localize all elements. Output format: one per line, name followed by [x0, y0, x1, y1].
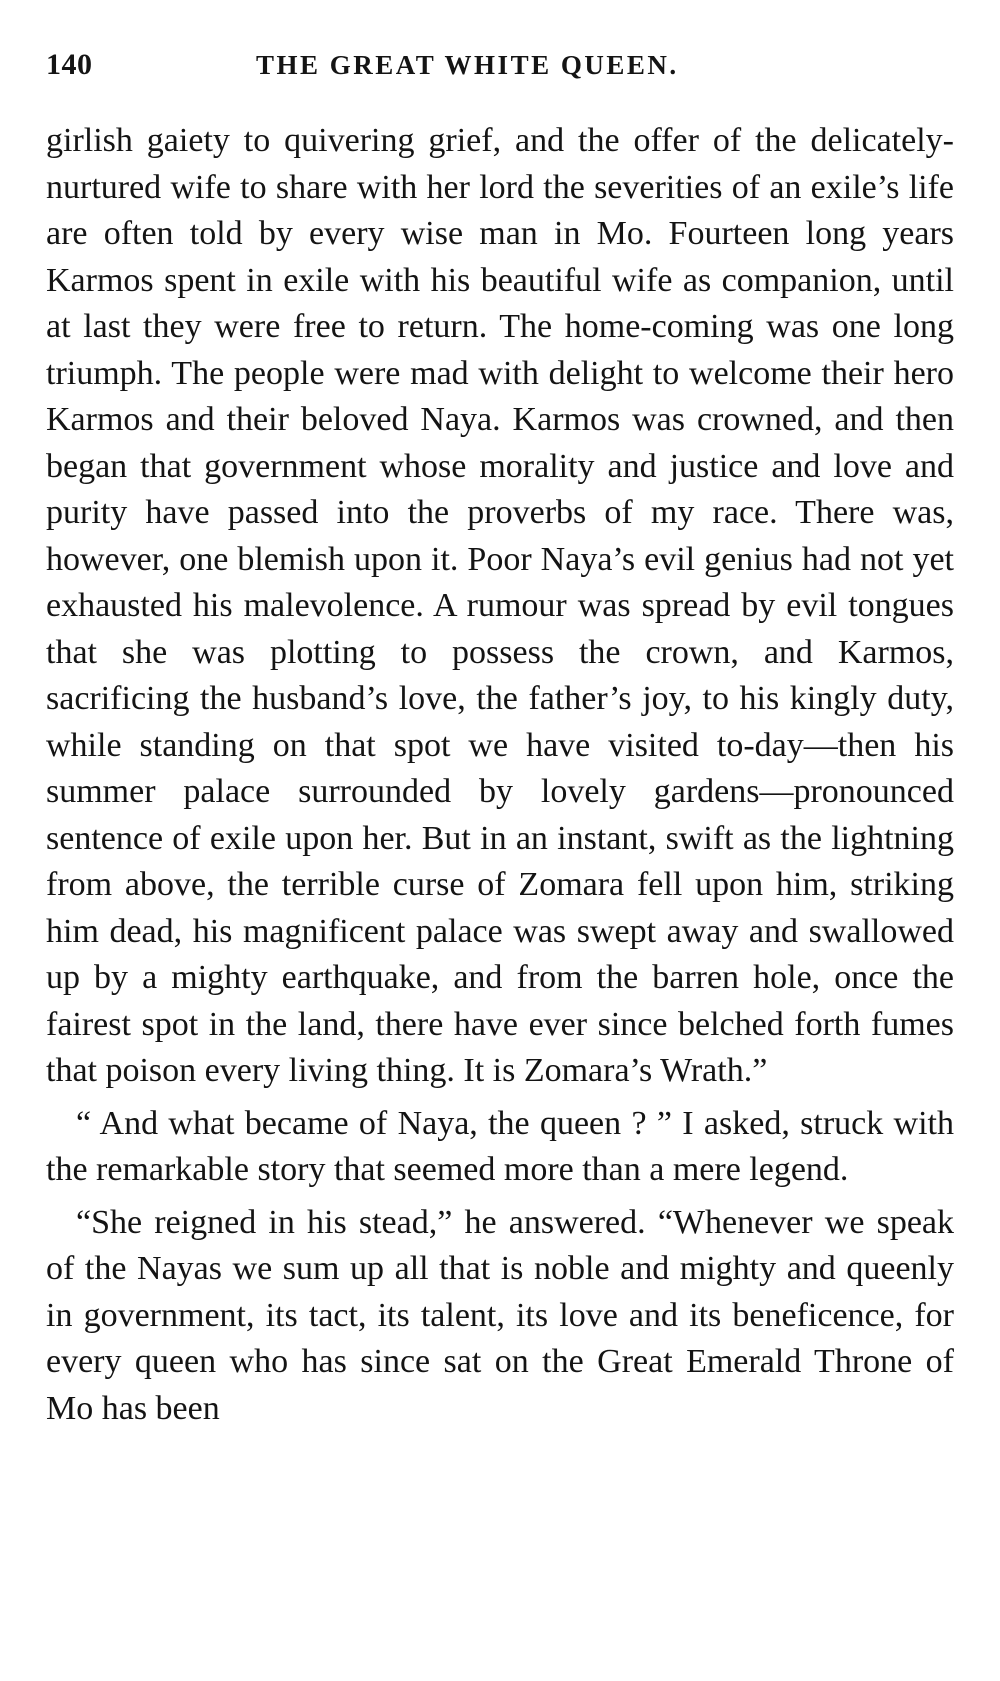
running-head [46, 48, 954, 92]
book-page [46, 48, 954, 1432]
paragraph-answer: “She reigned in his stead,” he answered. “Whenever we speak of the Nayas we sum up all that is noble and mighty and queenly in government, its tact, its talent, its love and its beneficence, for every queen who has since sat on the Great Emerald Throne of Mo has been [46, 1203, 954, 1427]
paragraph-question: “ And what became of Naya, the queen ? ” I asked, struck with the remarkable story that seemed more than a mere legend. [46, 1104, 954, 1188]
page-number: 140 [46, 48, 93, 81]
running-title: THE GREAT WHITE QUEEN. [256, 50, 679, 80]
paragraph-continued: girlish gaiety to quivering grief, and the offer of the delicately-nurtured wife to share with her lord the severities of an exile’s life are often told by every wise man in Mo. Fourteen long years Karmos spent in exile with his beautiful wife as companion, until at last they were free to return. The home-coming was one long triumph. The people were mad with delight to welcome their hero Karmos and their beloved Naya. Karmos was crowned, and then began that government whose morality and justice and love and purity have passed into the proverbs of my race. There was, however, one blemish upon it. Poor Naya’s evil genius had not yet exhausted his malevolence. A rumour was spread by evil tongues that she was plotting to possess the crown, and Karmos, sacrificing the husband’s love, the father’s joy, to his kingly duty, while standing on that spot we have visited to-day—then his summer palace surrounded by lovely gardens—pronounced sentence of exile upon her. But in an instant, swift as the lightning from above, the terrible curse of Zomara fell upon him, striking him dead, his magnificent palace was swept away and swallowed up by a mighty earthquake, and from the barren hole, once the fairest spot in the land, there have ever since belched forth fumes that poison every living thing. It is Zomara’s Wrath.” [46, 122, 954, 1089]
body-text [46, 118, 954, 1432]
